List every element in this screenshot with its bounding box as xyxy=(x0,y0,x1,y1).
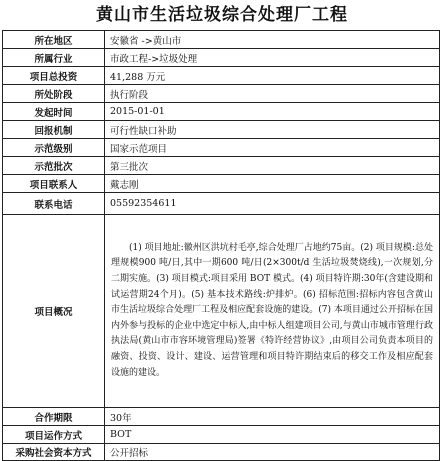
row-value: 可行性缺口补助 xyxy=(105,121,440,139)
row-value: BOT xyxy=(105,426,440,444)
table-row-procurement xyxy=(3,444,440,461)
table-row-overview xyxy=(3,215,440,408)
table-row-demo-batch xyxy=(3,157,440,175)
row-value: 戴志刚 xyxy=(105,175,440,193)
row-label: 合作期限 xyxy=(3,408,105,426)
table-row-demo-level xyxy=(3,139,440,157)
table-row-term xyxy=(3,408,440,426)
project-overview-text: (1) 项目地址:徽州区洪坑村毛亭,综合处理厂占地约75亩。(2) 项目规模:总处理规模900 吨/日,其中一期600 吨/日(2×300t/d 生活垃圾焚烧线),一次规划,分二期实施。(3) 项目模式:项目采用 BOT 模式。(4) 项目特许期:30年(含建设期和试运营期24个月)。(5) 基本技术路线:炉排炉。(6) 招标范围:招标内容包含黄山市生活垃圾综合处理厂工程及相应配套设施的建设。(7) 本项目通过公开招标在国内外参与投标的企业中选定中标人,由中标人组建项目公司,与黄山市城市管理行政执法局(黄山市市容环境管理局)签署《特许经营协议》,由项目公司负责本项目的融资、投资、设计、建设、运营管理和项目特许期结束后的移交工作及相应配套设施的建设。 xyxy=(111,242,433,378)
table-row-contact-person xyxy=(3,175,440,193)
row-label: 示范批次 xyxy=(3,157,105,175)
row-value: 市政工程->垃圾处理 xyxy=(105,49,440,67)
row-label: 联系电话 xyxy=(3,193,105,215)
row-label: 采购社会资本方式 xyxy=(3,444,105,461)
row-value: 41,288 万元 xyxy=(105,67,440,85)
row-label: 所处阶段 xyxy=(3,85,105,103)
row-value: 30年 xyxy=(105,408,440,426)
row-label: 项目总投资 xyxy=(3,67,105,85)
table-row-phone xyxy=(3,193,440,215)
row-label: 所在地区 xyxy=(3,31,105,49)
row-label: 发起时间 xyxy=(3,103,105,121)
row-value: 05592354611 xyxy=(105,193,440,215)
row-value: 公开招标 xyxy=(105,444,440,461)
row-label: 项目联系人 xyxy=(3,175,105,193)
row-value: 2015-01-01 xyxy=(105,103,440,121)
row-value: 执行阶段 xyxy=(105,85,440,103)
table-row-region xyxy=(3,31,440,49)
table-row-investment xyxy=(3,67,440,85)
row-label: 所属行业 xyxy=(3,49,105,67)
row-value: 安徽省 ->黄山市 xyxy=(105,31,440,49)
table-row-start-date xyxy=(3,103,440,121)
table-row-stage xyxy=(3,85,440,103)
row-label: 示范级别 xyxy=(3,139,105,157)
row-value: 国家示范项目 xyxy=(105,139,440,157)
row-value: 第三批次 xyxy=(105,157,440,175)
table-row-return-mechanism xyxy=(3,121,440,139)
document-title: 黄山市生活垃圾综合处理厂工程 xyxy=(96,5,348,25)
row-label: 项目概况 xyxy=(3,215,105,408)
table-row-industry xyxy=(3,49,440,67)
project-info-table xyxy=(2,30,440,461)
row-label: 项目运作方式 xyxy=(3,426,105,444)
row-value-cell xyxy=(105,215,440,408)
table-row-operation-mode xyxy=(3,426,440,444)
row-label: 回报机制 xyxy=(3,121,105,139)
